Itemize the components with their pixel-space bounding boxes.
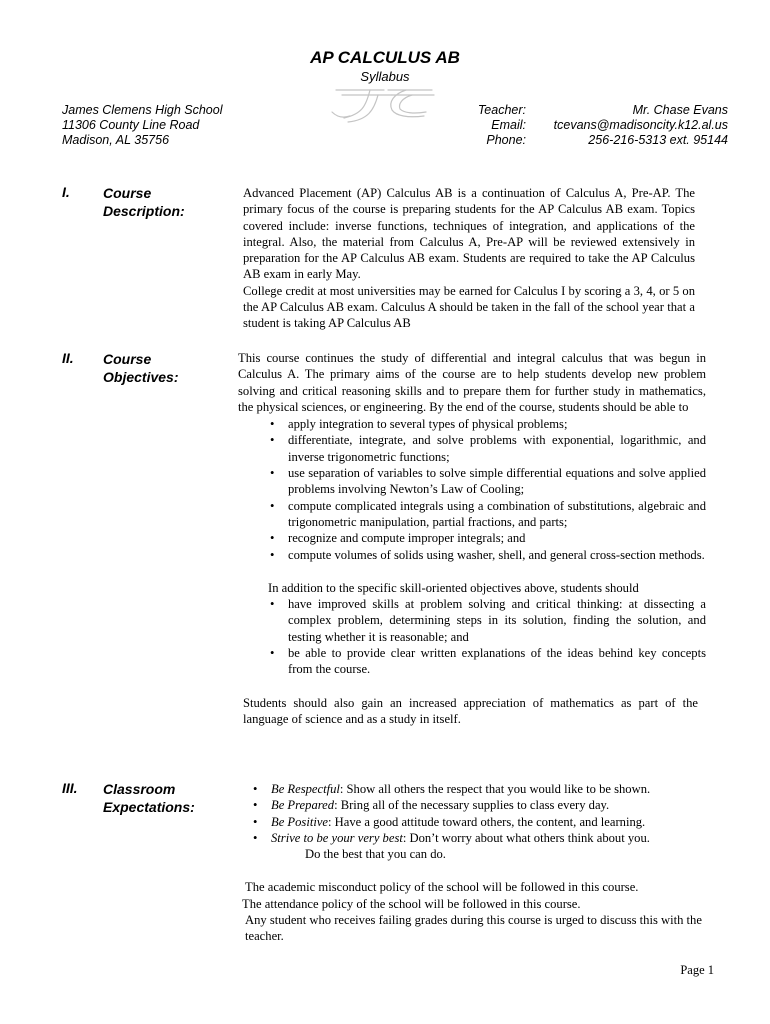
course-objectives: [238, 350, 706, 727]
teacher-phone: 256-216-5313 ext. 95144: [588, 133, 728, 147]
failing-grades-policy: Any student who receives failing grades during this course is urged to discuss this with the teacher.: [245, 913, 702, 944]
section-1-numeral: I.: [62, 184, 70, 200]
teacher-label: Teacher:: [477, 103, 526, 117]
list-item: [251, 830, 705, 846]
list-item: • apply integration to several types of physical problems;: [268, 416, 706, 432]
college-credit-paragraph: College credit at most universities may be earned for Calculus I by scoring a 3, 4, or 5 on the AP Calculus AB exam. Calculus A should be taken in the fall of the school year that a student is taking AP Calculus AB: [243, 283, 695, 331]
section-3-heading-line1: Classroom: [103, 781, 176, 797]
expectation-text: : Show all others the respect that you would like to be shown.: [339, 782, 651, 796]
email-label: Email:: [491, 118, 526, 132]
teacher-name: Mr. Chase Evans: [632, 103, 728, 117]
misconduct-policy: The academic misconduct policy of the school will be followed in this course.: [245, 880, 639, 895]
list-item: [251, 814, 705, 830]
policies: [242, 879, 705, 944]
document-subtitle: Syllabus: [360, 69, 410, 84]
expectation-term: Strive to be your very best: [271, 830, 403, 845]
list-item: [251, 781, 705, 797]
objectives-closing: Students should also gain an increased appreciation of mathematics as part of the language of science and as a study in itself.: [243, 695, 698, 726]
expectation-term: Be Prepared: [271, 798, 335, 813]
section-2-heading-line1: Course: [103, 351, 152, 367]
phone-label: Phone:: [486, 133, 526, 147]
expectations-list: [251, 781, 705, 846]
school-address: [62, 103, 223, 148]
attendance-policy: The attendance policy of the school will be followed in this course.: [242, 896, 581, 911]
section-3-numeral: III.: [62, 780, 78, 796]
expectation-text: : Bring all of the necessary supplies to class every day.: [334, 798, 610, 813]
expectation-term: Be Positive: [271, 814, 328, 829]
section-1-heading-line1: Course: [103, 185, 152, 201]
list-item: • have improved skills at problem solving and critical thinking: at dissecting a complex problem, determining steps in its solution, finding the solution, and testing whether it is reasonable; and: [268, 596, 706, 645]
section-1-heading: [103, 184, 185, 220]
contact-values: [536, 103, 728, 148]
list-item: [251, 797, 705, 813]
school-logo-icon: [322, 80, 438, 126]
expectation-continuation: Do the best that you can do.: [305, 847, 446, 862]
section-2-heading: [103, 350, 178, 386]
list-item: • be able to provide clear written explanations of the ideas behind key concepts from the course.: [268, 645, 706, 678]
classroom-expectations: [242, 781, 705, 945]
list-item: • differentiate, integrate, and solve problems with exponential, logarithmic, and inverse trigonometric functions;: [268, 432, 706, 465]
course-description: [243, 185, 695, 332]
teacher-email: tcevans@madisoncity.k12.al.us: [553, 118, 728, 132]
section-3-heading: [103, 780, 195, 816]
section-2-numeral: II.: [62, 350, 74, 366]
expectation-term: Be Respectful: [271, 782, 340, 796]
school-name: James Clemens High School: [62, 103, 223, 117]
description-paragraph: Advanced Placement (AP) Calculus AB is a continuation of Calculus A, Pre-AP. The primary focus of the course is preparing students for the AP Calculus AB exam. Topics covered include: inverse functions, techniques of integration, and applications of the integral. Also, the material from Calculus A, Pre-AP will be reviewed extensively in preparation for the AP Calculus AB exam. Students are required to take the AP Calculus AB exam in early May.: [243, 186, 695, 282]
school-street: 11306 County Line Road: [62, 118, 200, 132]
school-city: Madison, AL 35756: [62, 133, 170, 147]
additional-objectives-intro: In addition to the specific skill-oriented objectives above, students should: [268, 580, 639, 595]
expectation-text: : Don’t worry about what others think about you.: [402, 830, 650, 845]
list-item: • recognize and compute improper integrals; and: [268, 530, 706, 546]
contact-labels: [430, 103, 526, 148]
list-item: • compute complicated integrals using a combination of substitutions, algebraic and trigonometric manipulation, partial fractions, and parts;: [268, 498, 706, 531]
expectation-text: : Have a good attitude toward others, the content, and learning.: [328, 814, 646, 829]
objectives-intro: This course continues the study of differential and integral calculus that was begun in Calculus A. The primary aims of the course are to help students develop new problem solving and critical reasoning skills and to prepare them for further study in mathematics, the physical sciences, or engineering. By the end of the course, students should be able to: [238, 351, 706, 414]
section-2-heading-line2: Objectives:: [103, 369, 179, 385]
list-item: • use separation of variables to solve simple differential equations and solve applied problems involving Newton’s Law of Cooling;: [268, 465, 706, 498]
objectives-list: [268, 416, 706, 563]
additional-objectives-list: [268, 596, 706, 677]
document-title: AP CALCULUS AB: [310, 48, 460, 67]
section-3-heading-line2: Expectations:: [103, 799, 195, 815]
section-1-heading-line2: Description:: [103, 203, 185, 219]
list-item: • compute volumes of solids using washer, shell, and general cross-section methods.: [268, 547, 706, 563]
page-number: Page 1: [680, 963, 714, 977]
